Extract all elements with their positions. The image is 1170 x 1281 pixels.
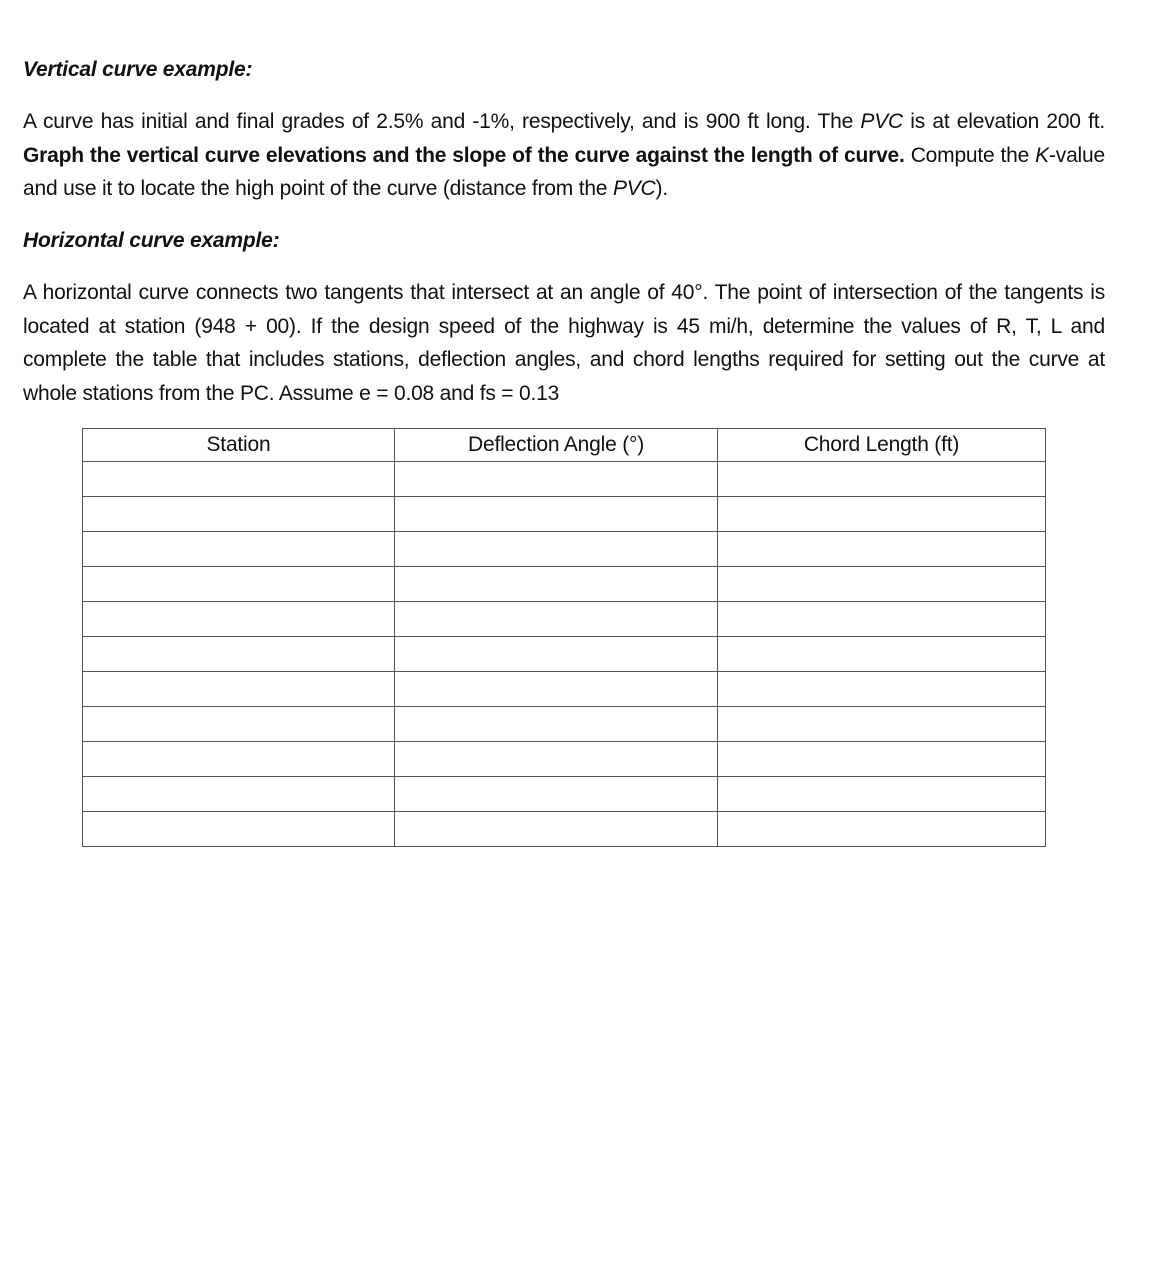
deflection-angle-cell[interactable] bbox=[395, 462, 718, 497]
stations-table bbox=[82, 428, 1046, 847]
station-cell[interactable] bbox=[83, 462, 395, 497]
vertical-curve-heading: Vertical curve example: bbox=[23, 58, 253, 81]
station-cell[interactable] bbox=[83, 777, 395, 812]
deflection-angle-cell[interactable] bbox=[395, 602, 718, 637]
table-row bbox=[83, 497, 1046, 532]
horizontal-curve-heading: Horizontal curve example: bbox=[23, 229, 280, 252]
station-cell[interactable] bbox=[83, 672, 395, 707]
column-header-station: Station bbox=[83, 429, 395, 462]
table-header-row bbox=[83, 429, 1046, 462]
deflection-angle-cell[interactable] bbox=[395, 672, 718, 707]
station-cell[interactable] bbox=[83, 707, 395, 742]
table-row bbox=[83, 462, 1046, 497]
deflection-angle-cell[interactable] bbox=[395, 637, 718, 672]
station-cell[interactable] bbox=[83, 637, 395, 672]
station-cell[interactable] bbox=[83, 812, 395, 847]
chord-length-cell[interactable] bbox=[718, 602, 1046, 637]
table-body bbox=[83, 462, 1046, 847]
table-row bbox=[83, 567, 1046, 602]
table-row bbox=[83, 742, 1046, 777]
chord-length-cell[interactable] bbox=[718, 742, 1046, 777]
horizontal-curve-paragraph: A horizontal curve connects two tangents that intersect at an angle of 40°. The point of intersection of the tangents is located at station (948 + 00). If the design speed of the highway is 45 mi/h, determine the values of R, T, L and complete the table that includes stations, deflection angles, and chord lengths required for setting out the curve at whole stations from the PC. Assume e = 0.08 and fs = 0.13 bbox=[23, 281, 1105, 405]
vertical-curve-paragraph: A curve has initial and final grades of 2.5% and -1%, respectively, and is 900 ft long. The PVC is at elevation 200 ft. Graph the vertical curve elevations and the slope of the curve against the length of curve. Compute the K-value and use it to locate the high point of the curve (distance from the PVC). bbox=[23, 110, 1105, 200]
table-row bbox=[83, 532, 1046, 567]
deflection-angle-cell[interactable] bbox=[395, 812, 718, 847]
station-cell[interactable] bbox=[83, 532, 395, 567]
chord-length-cell[interactable] bbox=[718, 532, 1046, 567]
chord-length-cell[interactable] bbox=[718, 672, 1046, 707]
chord-length-cell[interactable] bbox=[718, 497, 1046, 532]
table-row bbox=[83, 637, 1046, 672]
table-row bbox=[83, 602, 1046, 637]
station-cell[interactable] bbox=[83, 497, 395, 532]
column-header-deflection-angle: Deflection Angle (°) bbox=[395, 429, 718, 462]
chord-length-cell[interactable] bbox=[718, 707, 1046, 742]
station-cell[interactable] bbox=[83, 742, 395, 777]
table-row bbox=[83, 672, 1046, 707]
deflection-angle-cell[interactable] bbox=[395, 497, 718, 532]
station-cell[interactable] bbox=[83, 567, 395, 602]
deflection-angle-cell[interactable] bbox=[395, 532, 718, 567]
deflection-angle-cell[interactable] bbox=[395, 742, 718, 777]
chord-length-cell[interactable] bbox=[718, 637, 1046, 672]
deflection-angle-cell[interactable] bbox=[395, 707, 718, 742]
chord-length-cell[interactable] bbox=[718, 777, 1046, 812]
table-row bbox=[83, 777, 1046, 812]
column-header-chord-length: Chord Length (ft) bbox=[718, 429, 1046, 462]
deflection-angle-cell[interactable] bbox=[395, 777, 718, 812]
chord-length-cell[interactable] bbox=[718, 462, 1046, 497]
station-cell[interactable] bbox=[83, 602, 395, 637]
deflection-angle-cell[interactable] bbox=[395, 567, 718, 602]
chord-length-cell[interactable] bbox=[718, 812, 1046, 847]
chord-length-cell[interactable] bbox=[718, 567, 1046, 602]
table-row bbox=[83, 707, 1046, 742]
table-row bbox=[83, 812, 1046, 847]
